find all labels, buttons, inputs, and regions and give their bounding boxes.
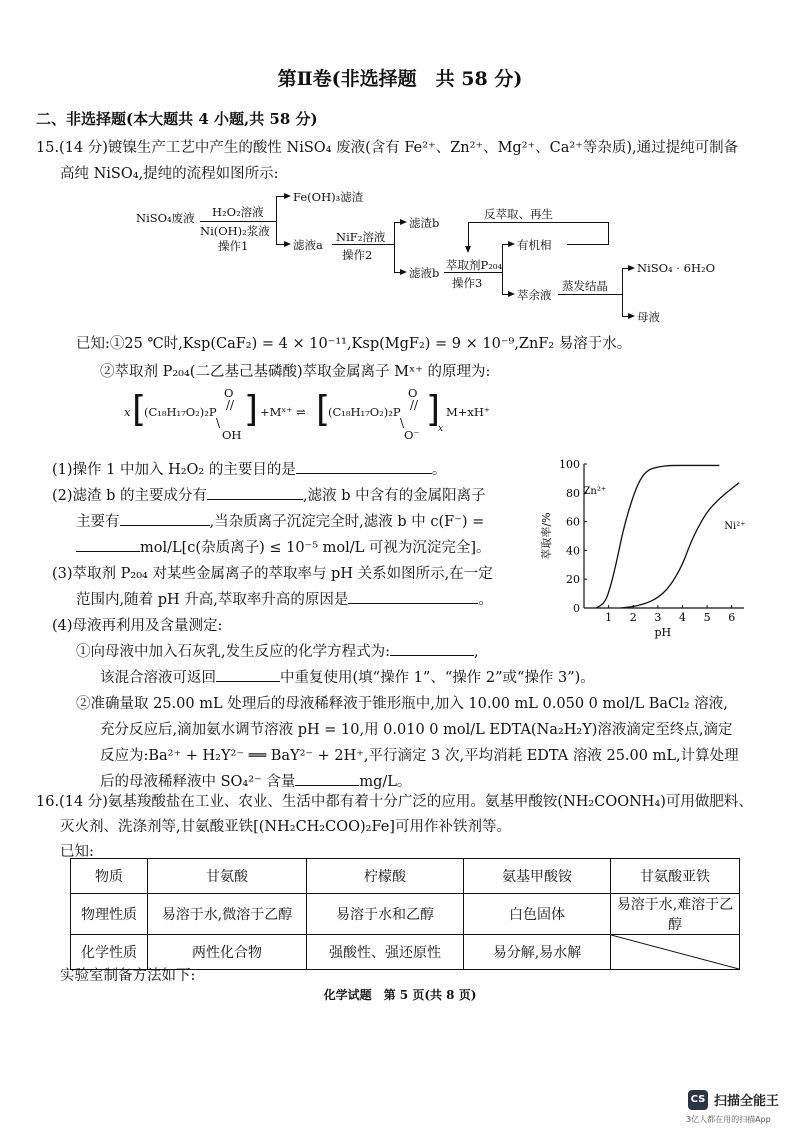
q15-part4-2d: 后的母液稀释液中 SO₄²⁻ 含量 mg/L。 bbox=[100, 770, 411, 791]
table-cell: 易分解,易水解 bbox=[464, 935, 611, 970]
flow-evaporation: 蒸发结晶 bbox=[562, 279, 608, 293]
series-line bbox=[596, 465, 719, 608]
properties-table bbox=[70, 858, 740, 970]
flow-reagent1b: Ni(OH)₂浆液 bbox=[200, 224, 270, 238]
x-tick-label: 2 bbox=[629, 611, 637, 624]
table-cell: 化学性质 bbox=[71, 935, 148, 970]
q16-intro-line1: 16.(14 分)氨基羧酸盐在工业、农业、生活中都有着十分广泛的应用。氨基甲酸铵(NH₂COONH₄)可用做肥料、 bbox=[36, 794, 753, 810]
table-row bbox=[71, 894, 740, 935]
table-header-row bbox=[71, 859, 740, 894]
flow-filtrate-b: 滤液b bbox=[409, 266, 440, 280]
y-tick-label: 80 bbox=[566, 486, 580, 500]
table-cell: 易溶于水,难溶于乙醇 bbox=[611, 894, 740, 935]
table-cell: 甘氨酸亚铁 bbox=[611, 859, 740, 894]
scanner-app-tagline: 3亿人都在用的扫描App bbox=[686, 1115, 771, 1124]
flow-mother-liquor: 母液 bbox=[637, 310, 660, 324]
q15-part4-2c: 反应为:Ba²⁺ + H₂Y²⁻ ══ BaY²⁻ + 2H⁺,平行滴定 3 次,平均消耗 EDTA 溶液 25.00 mL,计算处理 bbox=[100, 748, 739, 764]
q15-known-1: 已知:①25 ℃时,Ksp(CaF₂) = 4 × 10⁻¹¹,Ksp(MgF₂) = 9 × 10⁻⁹,ZnF₂ 易溶于水。 bbox=[76, 336, 632, 352]
x-tick-label: 5 bbox=[703, 611, 711, 624]
series-label: Ni²⁺ bbox=[724, 520, 746, 532]
q15-part3-line1: (3)萃取剂 P₂₀₄ 对某些金属离子的萃取率与 pH 关系如图所示,在一定 bbox=[52, 566, 493, 582]
flow-reagent2: NiF₂溶液 bbox=[336, 230, 386, 244]
flow-raffinate: 萃余液 bbox=[517, 288, 552, 302]
table-cell: 白色固体 bbox=[464, 894, 611, 935]
flow-filtrate-a: 滤液a bbox=[293, 238, 323, 252]
flow-start: NiSO₄废液 bbox=[136, 211, 195, 225]
y-tick-label: 100 bbox=[559, 458, 580, 471]
x-axis-label: pH bbox=[654, 626, 672, 639]
flow-residue-fe: Fe(OH)₃滤渣 bbox=[293, 190, 364, 204]
page-title: 第Ⅱ卷(非选择题 共 58 分) bbox=[277, 68, 523, 90]
x-tick-label: 6 bbox=[728, 611, 736, 624]
table-cell: 柠檬酸 bbox=[307, 859, 464, 894]
flow-residue-b: 滤渣b bbox=[409, 216, 440, 230]
y-tick-label: 40 bbox=[566, 544, 580, 558]
q15-intro-line2: 高纯 NiSO₄,提纯的流程如图所示: bbox=[60, 166, 279, 182]
flow-op2: 操作2 bbox=[342, 248, 373, 262]
section-title: 二、非选择题(本大题共 4 小题,共 58 分) bbox=[36, 110, 318, 128]
x-tick-label: 1 bbox=[605, 611, 613, 624]
page-footer: 化学试题 第 5 页(共 8 页) bbox=[323, 988, 477, 1002]
flow-back-extraction: 反萃取、再生 bbox=[484, 207, 553, 221]
q15-part2-line2: 主要有 ,当杂质离子沉淀完全时,滤液 b 中 c(F⁻) = bbox=[76, 510, 484, 531]
series-line bbox=[621, 483, 739, 608]
table-cell: 强酸性、强还原性 bbox=[307, 935, 464, 970]
q16-method: 实验室制备方法如下: bbox=[60, 968, 196, 984]
flow-product: NiSO₄ · 6H₂O bbox=[637, 261, 716, 275]
table-cell: 易溶于水,微溶于乙醇 bbox=[148, 894, 307, 935]
x-tick-label: 3 bbox=[654, 611, 662, 624]
flow-organic-phase: 有机相 bbox=[517, 238, 552, 252]
x-tick-label: 4 bbox=[678, 611, 686, 624]
q16-known: 已知: bbox=[60, 844, 94, 860]
table-cell: 两性化合物 bbox=[148, 935, 307, 970]
q16-intro-line2: 灭火剂、洗涤剂等,甘氨酸亚铁[(NH₂CH₂COO)₂Fe]可用作补铁剂等。 bbox=[60, 819, 511, 835]
q15-part3-line2: 范围内,随着 pH 升高,萃取率升高的原因是 。 bbox=[76, 588, 493, 609]
y-tick-label: 20 bbox=[566, 573, 580, 587]
scanner-app-name: 扫描全能王 bbox=[714, 1094, 780, 1109]
y-tick-label: 60 bbox=[566, 515, 580, 529]
q15-part4-1a: ①向母液中加入石灰乳,发生反应的化学方程式为: , bbox=[76, 640, 479, 661]
q15-intro-line1: 15.(14 分)镀镍生产工艺中产生的酸性 NiSO₄ 废液(含有 Fe²⁺、Zn²⁺、Mg²⁺、Ca²⁺等杂质),通过提纯可制备 bbox=[36, 140, 739, 156]
q15-part4-2a: ②准确量取 25.00 mL 处理后的母液稀释液于锥形瓶中,加入 10.00 mL 0.050 0 mol/L BaCl₂ 溶液, bbox=[76, 696, 728, 712]
q15-part2-line1: (2)滤渣 b 的主要成分有 ,滤液 b 中含有的金属阳离子 bbox=[52, 484, 486, 505]
flow-op3: 操作3 bbox=[452, 276, 483, 290]
flow-reagent1a: H₂O₂溶液 bbox=[212, 205, 264, 219]
y-axis-label: 萃取率/% bbox=[540, 512, 553, 560]
q15-known-2: ②萃取剂 P₂₀₄(二乙基己基磷酸)萃取金属离子 Mˣ⁺ 的原理为: bbox=[100, 364, 491, 380]
table-cell: 氨基甲酸铵 bbox=[464, 859, 611, 894]
scanner-logo-icon: CS bbox=[688, 1090, 708, 1110]
table-cell: 物理性质 bbox=[71, 894, 148, 935]
series-label: Zn²⁺ bbox=[583, 486, 607, 498]
flow-op1: 操作1 bbox=[218, 239, 249, 253]
table-cell: 物质 bbox=[71, 859, 148, 894]
table-cell: 易溶于水和乙醇 bbox=[307, 894, 464, 935]
extraction-rate-chart bbox=[538, 452, 750, 644]
q15-part4-1b: 该混合溶液可返回 中重复使用(填“操作 1”、“操作 2”或“操作 3”)。 bbox=[100, 666, 595, 687]
q15-part4-2b: 充分反应后,滴加氨水调节溶液 pH = 10,用 0.010 0 mol/L EDTA(Na₂H₂Y)溶液滴定至终点,滴定 bbox=[100, 722, 733, 738]
table-cell-empty bbox=[611, 935, 740, 970]
q15-part4: (4)母液再利用及含量测定: bbox=[52, 618, 223, 634]
q15-part1: (1)操作 1 中加入 H₂O₂ 的主要目的是 。 bbox=[52, 458, 446, 479]
y-tick-label: 0 bbox=[573, 602, 580, 615]
table-cell: 甘氨酸 bbox=[148, 859, 307, 894]
flow-reagent3: 萃取剂P₂₀₄ bbox=[446, 258, 503, 272]
q15-part2-line3: mol/L[c(杂质离子) ≤ 10⁻⁵ mol/L 可视为沉淀完全]。 bbox=[76, 536, 491, 557]
